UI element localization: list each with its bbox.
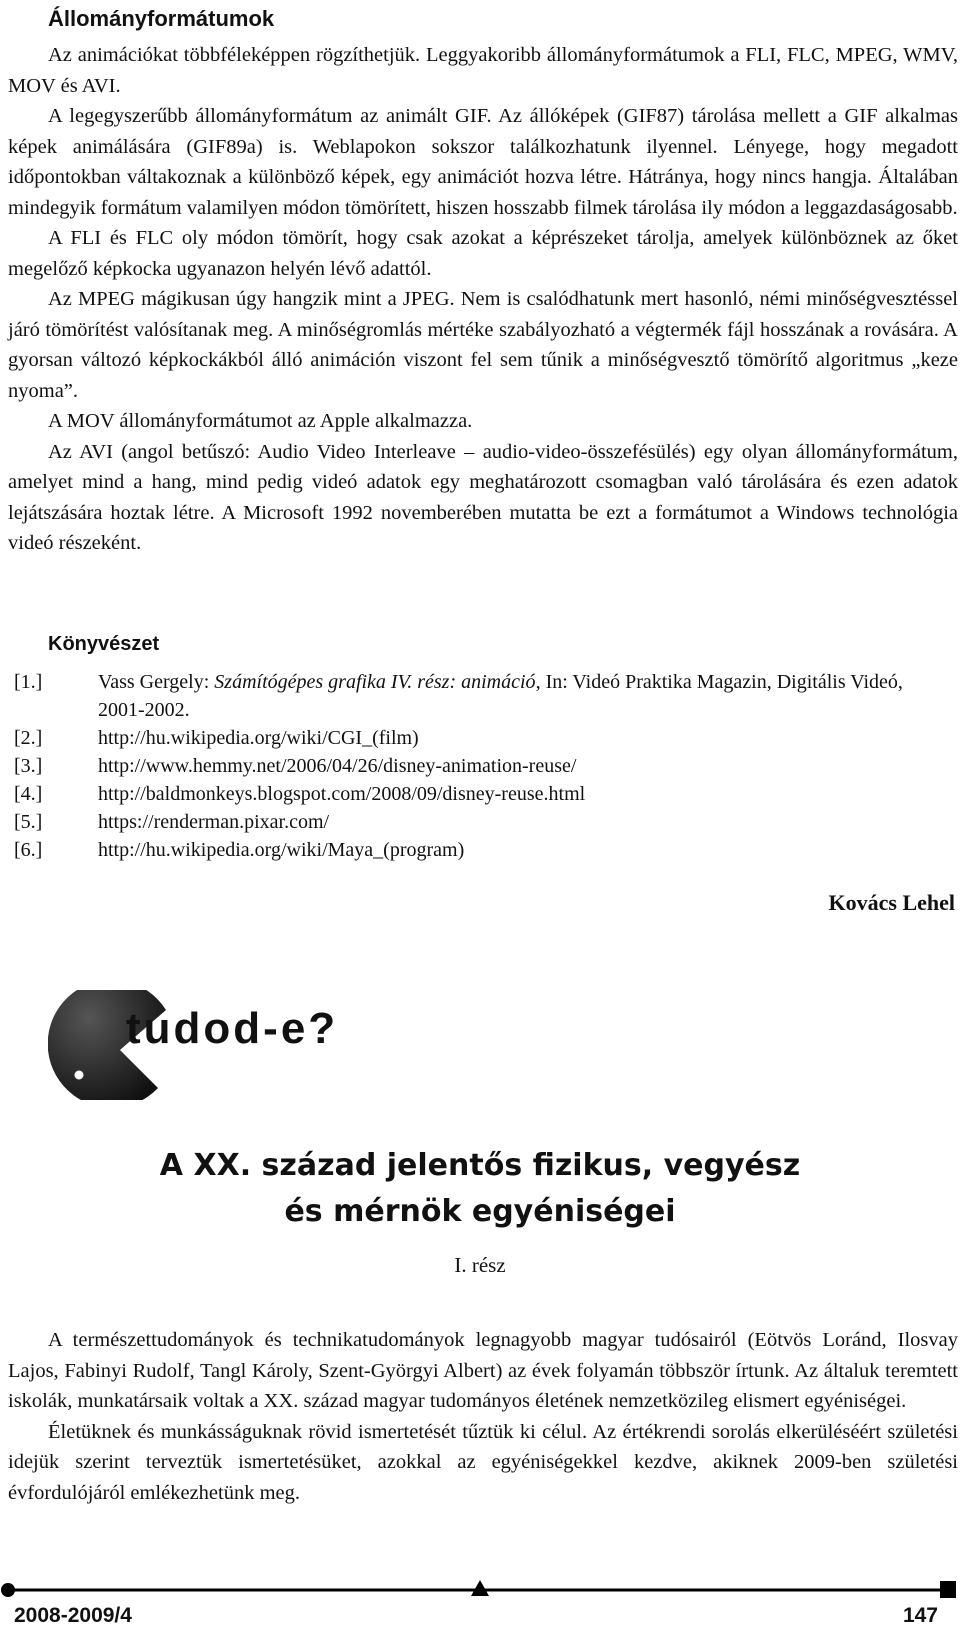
bibliography-number: [2.] (14, 727, 43, 749)
article-body (8, 1325, 958, 1508)
bibliography-number: [1.] (14, 671, 43, 693)
paragraph: A természettudományok és technikatudományok legnagyobb magyar tudósairól (Eötvös Loránd, Ilosvay Lajos, Fabinyi Rudolf, Tangl Károly, Szent-Györgyi Albert) az évek folyamán többször írtunk. Az általuk teremtett iskolák, munkatársaik voltak a XX. század magyar tudományos életének nemzetközileg elismert egyéniségei. (8, 1329, 958, 1412)
paragraph: A legegyszerűbb állományformátum az animált GIF. Az állóképek (GIF87) tárolása mellett a GIF alkalmas képek animálására (GIF89a) is. Weblapokon sokszor találkozhatunk ilyennel. Lényege, hogy megadott időpontokban váltakoznak a különböző képek, egy animációt hozva létre. Hátránya, hogy nincs hangja. Általában mindegyik formátum valamilyen módon tömörített, hiszen hosszabb filmek tárolása ily módon a leggazdaságosabb. (8, 105, 958, 219)
paragraph: A MOV állományformátumot az Apple alkalmazza. (48, 410, 473, 432)
article-subtitle: I. rész (454, 1253, 506, 1277)
bibliography-link[interactable]: http://www.hemmy.net/2006/04/26/disney-animation-reuse/ (98, 755, 577, 777)
bibliography-number: [4.] (14, 783, 43, 805)
bibliography-number: [5.] (14, 811, 43, 833)
author-name: Kovács Lehel (828, 890, 955, 915)
bibliography-text: Vass Gergely: Számítógépes grafika IV. rész: animáció, In: Videó Praktika Magazin, Digitális Videó, 2001-2002. (98, 671, 903, 721)
footer-rule (0, 1578, 960, 1602)
article-title (0, 1143, 960, 1235)
section-heading: Állományformátumok (48, 6, 275, 31)
paragraph: Életüknek és munkásságuknak rövid ismertetését tűztük ki célul. Az értékrendi sorolás elkerüléséért születési idejük szerint terveztük ismertetésüket, azokkal az egyéniségekkel kezdve, akiknek 2009-ben születési évfordulójáról emlékezhetünk meg. (8, 1420, 958, 1504)
bibliography-item (14, 808, 954, 836)
bibliography-number: [6.] (14, 839, 43, 861)
bibliography-item (14, 752, 954, 780)
bibliography-item (14, 836, 954, 864)
logo-text: tudod-e? (126, 1004, 339, 1053)
article-title-line: A XX. század jelentős fizikus, vegyész (159, 1148, 801, 1183)
bibliography-item (14, 668, 954, 724)
issue-number: 2008-2009/4 (14, 1604, 132, 1627)
bibliography-link[interactable]: http://hu.wikipedia.org/wiki/CGI_(film) (98, 727, 419, 749)
section-body (8, 40, 958, 559)
page-number: 147 (902, 1604, 938, 1627)
bibliography-link[interactable]: http://hu.wikipedia.org/wiki/Maya_(program) (98, 839, 465, 861)
bibliography-list (14, 668, 954, 864)
bibliography-heading: Könyvészet (48, 633, 160, 655)
paragraph: Az MPEG mágikusan úgy hangzik mint a JPEG. Nem is csalódhatunk mert hasonló, némi minőségvesztéssel járó tömörítést valósítanak meg. A minőségromlás mértéke szabályozható a végtermék fájl hosszának a rovására. A gyorsan változó képkockákból álló animáción viszont fel sem tűnik a minőségvesztő tömörítő algoritmus „keze nyoma”. (8, 288, 958, 402)
paragraph: A FLI és FLC oly módon tömörít, hogy csak azokat a képrészeket tárolja, amelyek különböznek az őket megelőző képkocka ugyanazon helyén lévő adattól. (8, 227, 958, 280)
paragraph: Az AVI (angol betűszó: Audio Video Interleave – audio-video-összefésülés) egy olyan állományformátum, amelyet mind a hang, mind pedig videó adatok egy meghatározott csomagban való tárolására és ezen adatok lejátszására hoztak létre. A Microsoft 1992 novemberében mutatta be ezt a formátumot a Windows technológia videó részeként. (8, 440, 958, 554)
bibliography-item (14, 724, 954, 752)
bibliography-item (14, 780, 954, 808)
bibliography-title: Számítógépes grafika IV. rész: animáció (214, 671, 536, 693)
bibliography-link[interactable]: http://baldmonkeys.blogspot.com/2008/09/disney-reuse.html (98, 783, 586, 805)
paragraph: Az animációkat többféleképpen rögzíthetjük. Leggyakoribb állományformátumok a FLI, FLC, MPEG, WMV, MOV és AVI. (8, 44, 958, 97)
article-title-line: és mérnök egyéniségei (284, 1194, 676, 1229)
bibliography-number: [3.] (14, 755, 43, 777)
bibliography-link[interactable]: https://renderman.pixar.com/ (98, 811, 330, 833)
